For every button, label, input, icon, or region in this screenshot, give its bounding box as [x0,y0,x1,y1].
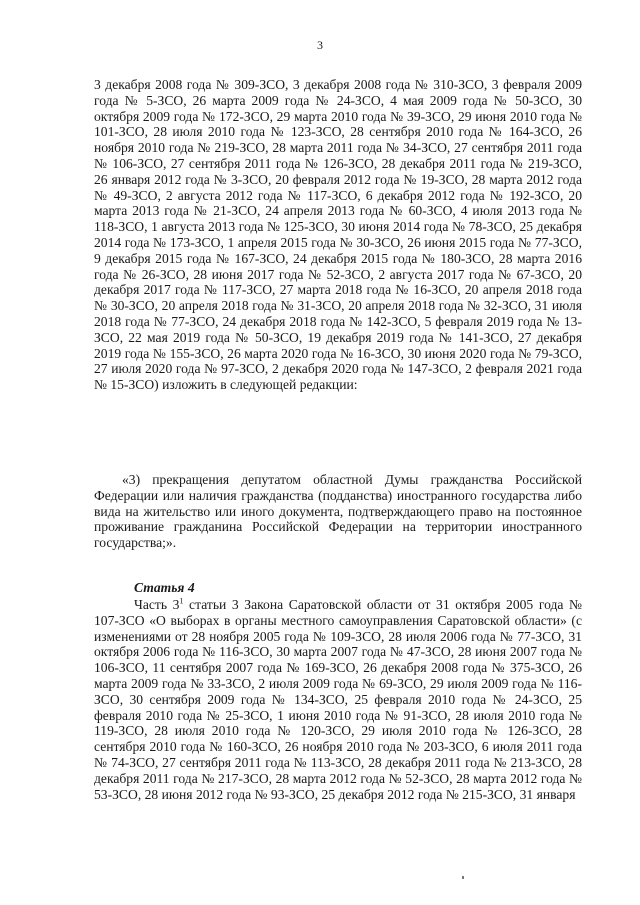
quoted-new-wording: «3) прекращения депутатом областной Думы гражданства Российской Федерации или наличия гражданства (подданства) иностранного государства либо вида на жительство или иного документа, подтверждающего право на постоянное проживание гражданина Российской Федерации на территории иностранного государства;». [94,472,582,551]
part-superscript: 1 [179,596,184,606]
article-heading: Статья 4 [134,580,195,595]
scan-speck [462,876,464,879]
part-reference: Часть 3 [134,597,180,612]
paragraph-amendments-list: 3 декабря 2008 года № 309-ЗСО, 3 декабря 2008 года № 310-ЗСО, 3 февраля 2009 года № 5-ЗСО, 26 марта 2009 года № 24-ЗСО, 4 мая 2009 года № 50-ЗСО, 30 октября 2009 года № 172-ЗСО, 29 марта 2010 года № 39-ЗСО, 29 июня 2010 года № 101-ЗСО, 28 июля 2010 года № 123-ЗСО, 28 сентября 2010 года № 164-ЗСО, 26 ноября 2010 года № 219-ЗСО, 28 марта 2011 года № 34-ЗСО, 27 сентября 2011 года № 106-ЗСО, 27 сентября 2011 года № 126-ЗСО, 28 декабря 2011 года № 219-ЗСО, 26 января 2012 года № 3-ЗСО, 20 февраля 2012 года № 19-ЗСО, 28 марта 2012 года № 49-ЗСО, 2 августа 2012 года № 117-ЗСО, 6 декабря 2012 года № 192-ЗСО, 20 марта 2013 года № 21-ЗСО, 24 апреля 2013 года № 60-ЗСО, 4 июля 2013 года № 118-ЗСО, 1 августа 2013 года № 125-ЗСО, 30 июня 2014 года № 78-ЗСО, 25 декабря 2014 года № 173-ЗСО, 1 апреля 2015 года № 30-ЗСО, 26 июня 2015 года № 77-ЗСО, 9 декабря 2015 года № 167-ЗСО, 24 декабря 2015 года № 180-ЗСО, 28 марта 2016 года № 26-ЗСО, 28 июня 2017 года № 52-ЗСО, 2 августа 2017 года № 67-ЗСО, 20 декабря 2017 года № 117-ЗСО, 27 марта 2018 года № 16-ЗСО, 20 апреля 2018 года № 30-ЗСО, 20 апреля 2018 года № 31-ЗСО, 20 апреля 2018 года № 32-ЗСО, 31 июля 2018 года № 77-ЗСО, 24 декабря 2018 года № 142-ЗСО, 5 февраля 2019 года № 13-ЗСО, 22 мая 2019 года № 50-ЗСО, 19 декабря 2019 года № 141-ЗСО, 27 декабря 2019 года № 155-ЗСО, 26 марта 2020 года № 16-ЗСО, 30 июня 2020 года № 79-ЗСО, 27 июля 2020 года № 97-ЗСО, 2 декабря 2020 года № 147-ЗСО, 2 февраля 2021 года № 15-ЗСО) изложить в следующей редакции: [94,77,582,393]
page-number: 3 [317,38,323,52]
article-4-paragraph [94,597,582,802]
article-4-body: статьи 3 Закона Саратовской области от 31 октября 2005 года № 107-ЗСО «О выборах в органы местного самоуправления Саратовской области» (с изменениями от 28 ноября 2005 года № 109-ЗСО, 28 июля 2006 года № 77-ЗСО, 31 октября 2006 года № 116-ЗСО, 30 марта 2007 года № 47-ЗСО, 28 июня 2007 года № 106-ЗСО, 11 сентября 2007 года № 169-ЗСО, 26 декабря 2008 года № 375-ЗСО, 26 марта 2009 года № 33-ЗСО, 2 июля 2009 года № 69-ЗСО, 29 июля 2009 года № 116-ЗСО, 30 сентября 2009 года № 134-ЗСО, 25 февраля 2010 года № 24-ЗСО, 25 февраля 2010 года № 25-ЗСО, 1 июня 2010 года № 91-ЗСО, 28 июля 2010 года № 119-ЗСО, 28 июля 2010 года № 120-ЗСО, 29 июля 2010 года № 126-ЗСО, 28 сентября 2010 года № 160-ЗСО, 26 ноября 2010 года № 203-ЗСО, 6 июля 2011 года № 74-ЗСО, 27 сентября 2011 года № 113-ЗСО, 28 декабря 2011 года № 213-ЗСО, 28 декабря 2011 года № 217-ЗСО, 28 марта 2012 года № 52-ЗСО, 28 марта 2012 года № 53-ЗСО, 28 июня 2012 года № 93-ЗСО, 25 декабря 2012 года № 215-ЗСО, 31 января [94,597,582,802]
